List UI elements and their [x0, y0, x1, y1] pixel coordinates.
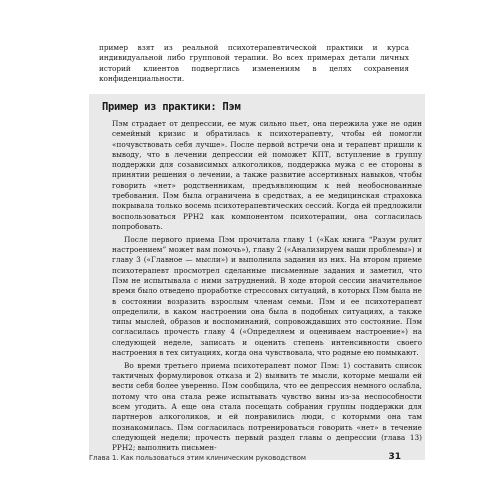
page-number: 31 [388, 452, 401, 462]
case-example-body [112, 119, 422, 454]
case-paragraph-2: После первого приема Пэм прочитала главу 1 («Как книга “Разум рулит настроением” может вам помочь»), главу 2 («Анализируем ваши проблемы») и главу 3 («Главное — мысли») и выполнила задания из них. На втором приеме психотерапевт просмотрел сделанные письменные задания и заметил, что Пэм не испытывала с ними затруднений. В ходе второй сессии значительное время было отведено проработке стрессовых ситуаций, в которых Пэм была не в состоянии возразить взрослым членам семьи. Пэм и ее психотерапевт определили, в каком настроении она была в подобных ситуациях, а также типы мыслей, образов и воспоминаний, сопровождавших это состояние. Пэм согласилась прочесть главу 4 («Определяем и оцениваем настроение») на следующей неделе, записать и оценить степень интенсивности своего настроения в тех ситуациях, когда она чувствовала, что родные ею помыкают. [112, 234, 422, 358]
intro-paragraph: пример взят из реальной психотерапевтической практики и курса индивидуальной либо групповой терапии. Во всех примерах детали личных историй клиентов подверглись изменениям в целях сохранения конфиденциальности. [99, 43, 409, 83]
footer-chapter-title: Глава 1. Как пользоваться этим клиническим руководством [89, 454, 307, 462]
page-footer [89, 452, 401, 464]
case-paragraph-3: Во время третьего приема психотерапевт помог Пэм: 1) составить список тактичных формулировок отказа и 2) выявить те мысли, которые мешали ей вести себя более уверенно. Пэм сообщила, что ее депрессия немного ослабла, потому что она стала реже испытывать чувство вины из-за неспособности всем угодить. А еще она стала посещать собрания группы поддержки для партнеров алкоголиков, и ей понравились люди, с которыми она там познакомилась. Пэм согласилась потренироваться говорить «нет» в течение следующей недели; прочесть первый раздел главы о депрессии (глава 13) РРН2; выполнить письмен- [112, 360, 422, 453]
case-example-heading: Пример из практики: Пэм [102, 101, 241, 113]
case-paragraph-1: Пэм страдает от депрессии, ее муж сильно пьет, она пережила уже не один семейный кризис и обратилась к психотерапевту, чтобы ей помогли «почувствовать себя лучше». После первой встречи она и терапевт пришли к выводу, что в лечении депрессии ей поможет КПТ, вступление в группу поддержки для созависимых алкоголиков, поддержка мужа с ее стороны в принятии решения о лечении, а также развитие ассертивных навыков, чтобы говорить «нет» родственникам, предъявляющим к ней необоснованные требования. Пэм была ограничена в средствах, а ее медицинская страховка покрывала только восемь психотерапевтических сессий. Когда ей предложили воспользоваться РРН2 как компонентом психотерапии, она согласилась попробовать. [112, 119, 422, 231]
case-example-box [89, 94, 425, 460]
